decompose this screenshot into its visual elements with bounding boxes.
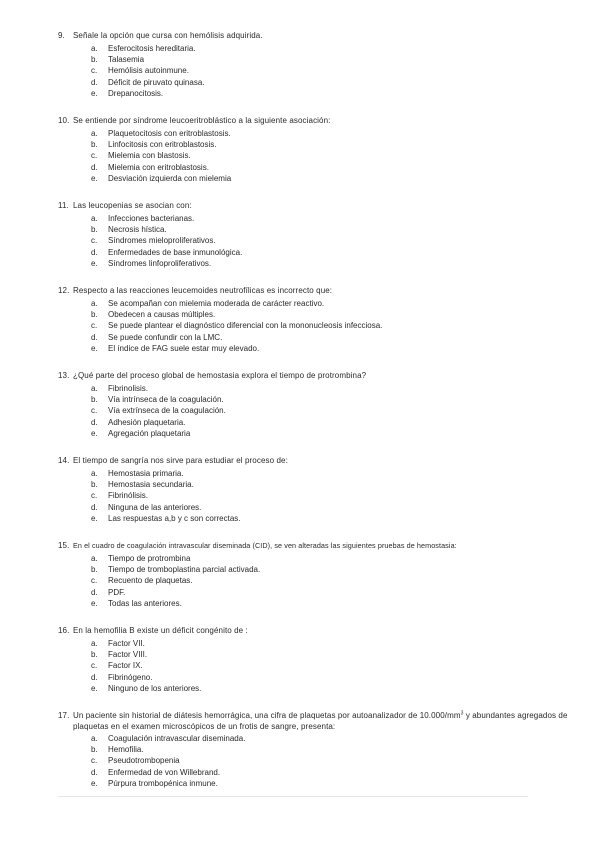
option-c <box>91 755 568 766</box>
option-d <box>91 767 568 778</box>
option-letter: b. <box>91 55 98 65</box>
option-letter: c. <box>91 576 98 586</box>
option-letter: c. <box>91 406 98 416</box>
option-letter: b. <box>91 140 98 150</box>
question-number: 16. <box>58 626 70 635</box>
option-text: Déficit de piruvato quinasa. <box>108 77 205 87</box>
option-e <box>91 258 568 269</box>
option-text: Tiempo de tromboplastina parcial activada. <box>108 565 261 575</box>
option-text: Plaquetocitosis con eritroblastosis. <box>108 129 231 138</box>
option-text: Enfermedad de von Willebrand. <box>108 767 221 777</box>
options-list <box>58 43 568 99</box>
options-list <box>58 128 568 184</box>
question-15 <box>58 540 568 609</box>
page-bottom-rule <box>58 796 528 797</box>
option-text: Obedecen a causas múltiples. <box>108 310 216 320</box>
option-e <box>91 513 568 524</box>
option-letter: d. <box>91 767 98 777</box>
question-number: 11. <box>58 201 69 210</box>
question-text: ¿Qué parte del proceso global de hemostasia explora el tiempo de protrombina? <box>73 371 367 380</box>
option-d <box>91 77 568 88</box>
option-text: Adhesión plaquetaria. <box>108 417 186 427</box>
question-number: 12. <box>58 286 70 295</box>
option-b <box>91 309 568 320</box>
option-letter: d. <box>91 587 98 597</box>
question-number: 9. <box>58 31 65 40</box>
option-b <box>91 139 568 150</box>
option-d <box>91 672 568 683</box>
option-text: Las respuestas a,b y c son correctas. <box>108 513 241 523</box>
option-text: Hemostasia secundaria. <box>108 480 194 490</box>
question-text: En la hemofilia B existe un déficit congénito de : <box>73 626 248 635</box>
option-b <box>91 744 568 755</box>
option-letter: a. <box>91 639 98 648</box>
question-number: 17. <box>58 711 70 720</box>
option-letter: e. <box>91 258 98 268</box>
option-text: Factor IX. <box>108 661 143 671</box>
option-a <box>91 43 568 54</box>
option-letter: e. <box>91 598 98 608</box>
option-text: Esferocitosis hereditaria. <box>108 44 196 53</box>
question-number: 15. <box>58 541 70 550</box>
option-text: Hemólisis autoinmune. <box>108 66 189 76</box>
option-text: Factor VII. <box>108 639 145 648</box>
option-letter: d. <box>91 672 98 682</box>
option-letter: e. <box>91 778 98 788</box>
option-text: Infecciones bacterianas. <box>108 214 195 223</box>
option-letter: a. <box>91 299 98 308</box>
option-letter: d. <box>91 247 98 257</box>
option-letter: c. <box>91 756 98 766</box>
question-text-part: y abundantes agregados de plaquetas en el examen microscópicos de un frotis de sangre, presenta: <box>73 711 568 731</box>
option-text: Desviación izquierda con mielemia <box>108 173 232 183</box>
option-text: Todas las anteriores. <box>108 598 182 608</box>
option-text: Fibrinólisis. <box>108 491 149 501</box>
options-list <box>58 383 568 439</box>
question-10 <box>58 115 568 184</box>
option-text: Hemofilia. <box>108 745 144 755</box>
option-letter: d. <box>91 332 98 342</box>
option-b <box>91 394 568 405</box>
question-text: Se entiende por síndrome leucoeritroblástico a la siguiente asociación: <box>73 116 331 125</box>
option-letter: b. <box>91 225 98 235</box>
option-text: Ninguno de los anteriores. <box>108 683 202 693</box>
option-a <box>91 468 568 479</box>
question-17 <box>58 710 568 789</box>
option-letter: c. <box>91 321 98 331</box>
question-text: Señale la opción que cursa con hemólisis adquirida. <box>73 31 263 40</box>
option-text: Linfocitosis con eritroblastosis. <box>108 140 217 150</box>
option-text: Vía intrínseca de la coagulación. <box>108 395 224 405</box>
option-b <box>91 479 568 490</box>
question-number: 10. <box>58 116 70 125</box>
option-text: Mielemia con blastosis. <box>108 151 191 161</box>
option-letter: b. <box>91 395 98 405</box>
option-letter: c. <box>91 151 98 161</box>
option-d <box>91 417 568 428</box>
question-13 <box>58 370 568 439</box>
options-list <box>58 213 568 269</box>
option-letter: d. <box>91 77 98 87</box>
option-a <box>91 298 568 309</box>
question-number: 13. <box>58 371 70 380</box>
options-list <box>58 468 568 524</box>
question-12 <box>58 285 568 354</box>
option-c <box>91 405 568 416</box>
option-c <box>91 150 568 161</box>
option-letter: a. <box>91 214 98 223</box>
option-letter: c. <box>91 66 98 76</box>
option-c <box>91 235 568 246</box>
option-text: Fibrinógeno. <box>108 672 153 682</box>
option-text: Recuento de plaquetas. <box>108 576 193 586</box>
option-letter: e. <box>91 343 98 353</box>
option-c <box>91 490 568 501</box>
option-letter: d. <box>91 162 98 172</box>
option-text: El índice de FAG suele estar muy elevado. <box>108 343 260 353</box>
question-text-part: Un paciente sin historial de diátesis hemorrágica, una cifra de plaquetas por autoanalizador de 10.000/mm <box>73 711 461 720</box>
option-letter: c. <box>91 236 98 246</box>
option-d <box>91 587 568 598</box>
option-letter: b. <box>91 565 98 575</box>
option-text: Agregación plaquetaria <box>108 428 191 438</box>
question-11 <box>58 200 568 269</box>
option-e <box>91 343 568 354</box>
option-e <box>91 778 568 789</box>
option-text: Hemostasia primaria. <box>108 469 184 478</box>
option-c <box>91 320 568 331</box>
options-list <box>58 298 568 354</box>
option-letter: e. <box>91 683 98 693</box>
option-b <box>91 649 568 660</box>
option-letter: e. <box>91 88 98 98</box>
question-text: Respecto a las reacciones leucemoides neutrofílicas es incorrecto que: <box>73 286 333 295</box>
option-letter: a. <box>91 734 98 743</box>
option-letter: a. <box>91 469 98 478</box>
option-letter: d. <box>91 502 98 512</box>
option-text: Síndromes linfoproliferativos. <box>108 258 212 268</box>
options-list <box>58 733 568 789</box>
option-c <box>91 660 568 671</box>
option-text: Factor VIII. <box>108 650 148 660</box>
option-a <box>91 128 568 139</box>
option-letter: a. <box>91 129 98 138</box>
option-text: Coagulación intravascular diseminada. <box>108 734 246 743</box>
option-letter: b. <box>91 650 98 660</box>
option-text: Vía extrínseca de la coagulación. <box>108 406 226 416</box>
question-14 <box>58 455 568 524</box>
option-b <box>91 54 568 65</box>
option-letter: b. <box>91 310 98 320</box>
option-a <box>91 383 568 394</box>
option-d <box>91 502 568 513</box>
option-d <box>91 162 568 173</box>
option-e <box>91 88 568 99</box>
option-letter: c. <box>91 661 98 671</box>
option-e <box>91 598 568 609</box>
option-text: Mielemia con eritroblastosis. <box>108 162 209 172</box>
option-letter: e. <box>91 428 98 438</box>
question-text: El tiempo de sangría nos sirve para estudiar el proceso de: <box>73 456 288 465</box>
option-letter: a. <box>91 44 98 53</box>
option-text: Talasemia <box>108 55 145 65</box>
option-letter: e. <box>91 513 98 523</box>
question-text <box>73 710 568 732</box>
option-d <box>91 332 568 343</box>
option-text: Síndromes mieloproliferativos. <box>108 236 216 246</box>
option-text: Pseudotrombopenia <box>108 756 180 766</box>
option-text: Fibrinolisis. <box>108 384 149 393</box>
question-number: 14. <box>58 456 70 465</box>
option-e <box>91 683 568 694</box>
option-letter: e. <box>91 173 98 183</box>
option-a <box>91 638 568 649</box>
superscript: 3 <box>460 710 464 717</box>
option-d <box>91 247 568 258</box>
question-text: Las leucopenias se asocian con: <box>73 201 192 210</box>
option-text: Púrpura trombopénica inmune. <box>108 778 218 788</box>
option-text: Drepanocitosis. <box>108 88 164 98</box>
option-e <box>91 428 568 439</box>
option-letter: c. <box>91 491 98 501</box>
option-b <box>91 564 568 575</box>
option-text: Se acompañan con mielemia moderada de carácter reactivo. <box>108 299 325 308</box>
option-letter: b. <box>91 480 98 490</box>
option-a <box>91 733 568 744</box>
option-text: PDF. <box>108 587 126 597</box>
option-text: Enfermedades de base inmunológica. <box>108 247 243 257</box>
option-letter: d. <box>91 417 98 427</box>
option-text: Ninguna de las anteriores. <box>108 502 202 512</box>
option-c <box>91 65 568 76</box>
option-text: Tiempo de protrombina <box>108 554 191 563</box>
option-text: Se puede plantear el diagnóstico diferencial con la mononucleosis infecciosa. <box>108 321 383 331</box>
option-letter: a. <box>91 384 98 393</box>
option-b <box>91 224 568 235</box>
options-list <box>58 638 568 694</box>
question-9 <box>58 30 568 99</box>
question-16 <box>58 625 568 694</box>
option-c <box>91 575 568 586</box>
option-letter: b. <box>91 745 98 755</box>
option-a <box>91 553 568 564</box>
option-text: Necrosis hística. <box>108 225 167 235</box>
option-a <box>91 213 568 224</box>
option-letter: a. <box>91 554 98 563</box>
question-text: En el cuadro de coagulación intravascular diseminada (CID), se ven alteradas las siguientes pruebas de hemostasia: <box>73 541 457 550</box>
option-text: Se puede confundir con la LMC. <box>108 332 223 342</box>
option-e <box>91 173 568 184</box>
options-list <box>58 553 568 609</box>
